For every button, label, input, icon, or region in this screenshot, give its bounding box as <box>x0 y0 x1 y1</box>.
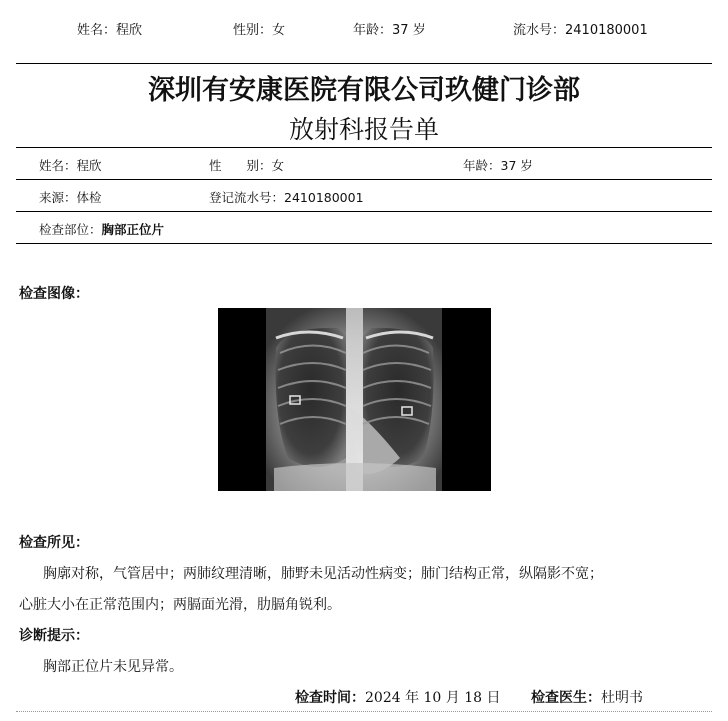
info-registration: 登记流水号：2410180001 <box>209 190 364 205</box>
info-bottom-rule <box>16 243 712 244</box>
header-divider <box>16 63 712 64</box>
header-age: 年龄：37 岁 <box>353 23 426 38</box>
info-top-rule <box>16 147 712 148</box>
info-name: 姓名：程欣 <box>39 158 102 173</box>
exam-doctor: 检查医生：杜明书 <box>531 690 643 706</box>
report-title: 放射科报告单 <box>288 115 439 144</box>
header-serial: 流水号：2410180001 <box>513 23 648 38</box>
diagnosis-text: 胸部正位片未见异常。 <box>43 659 183 675</box>
exam-time: 检查时间：2024 年 10 月 18 日 <box>295 690 501 706</box>
hospital-title: 深圳有安康医院有限公司玖健门诊部 <box>148 75 580 106</box>
info-source: 来源：体检 <box>39 190 102 205</box>
info-rule-2 <box>16 211 712 212</box>
findings-line-2: 心脏大小在正常范围内；两膈面光滑，肋膈角锐利。 <box>19 597 341 613</box>
header-name: 姓名：程欣 <box>77 23 143 38</box>
info-exam-part: 检查部位：胸部正位片 <box>39 222 165 237</box>
footer-rule <box>16 711 712 712</box>
findings-line-1: 胸廓对称，气管居中；两肺纹理清晰，肺野未见活动性病变；肺门结构正常，纵隔影不宽； <box>43 566 603 582</box>
header-sex: 性别：女 <box>233 23 286 38</box>
info-sex: 性 别：女 <box>209 158 285 173</box>
findings-section-title: 检查所见： <box>19 535 89 551</box>
diagnosis-section-title: 诊断提示： <box>19 628 89 644</box>
info-rule-1 <box>16 179 712 180</box>
info-age: 年龄：37 岁 <box>463 158 533 173</box>
chest-xray-image <box>218 308 491 491</box>
chest-xray-graphic <box>218 308 491 491</box>
image-section-title: 检查图像： <box>19 286 89 302</box>
